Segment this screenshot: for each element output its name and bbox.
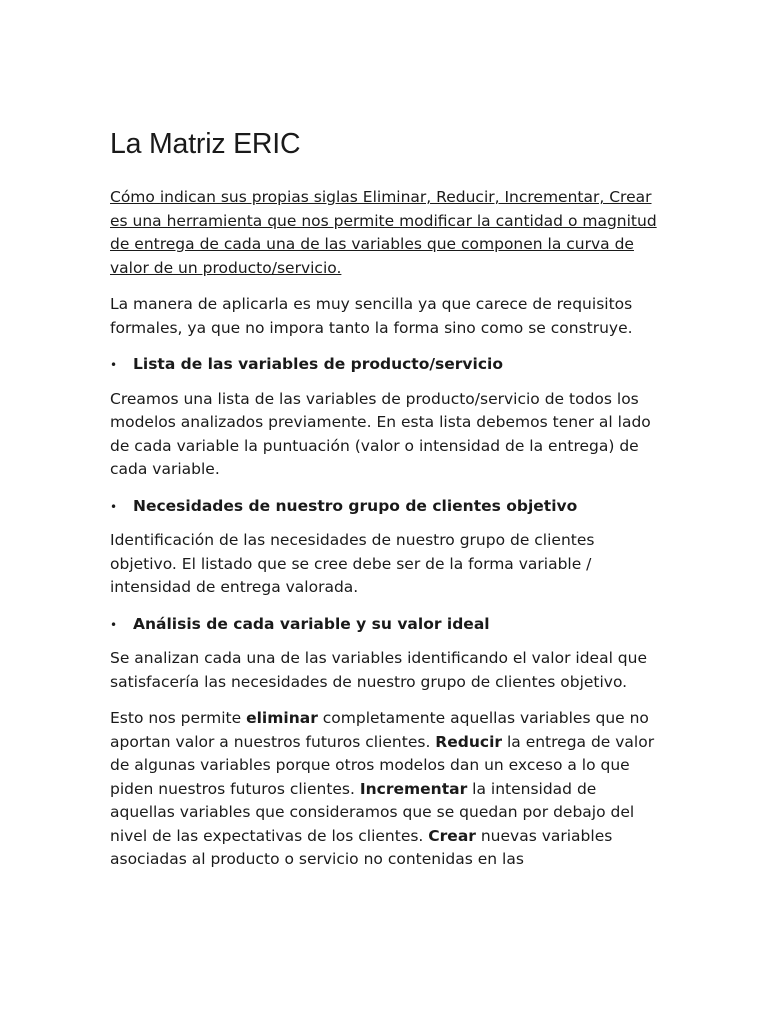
bullet-item-needs [110, 495, 660, 520]
closing-text: completamente aquellas variables que no aportan valor a nuestros futuros clientes. [110, 709, 649, 751]
closing-keyword-incrementar: Incrementar [359, 779, 468, 798]
closing-text: la entrega de valor de algunas variables porque otros modelos dan un exceso a lo que piden nuestros futuros clientes. [110, 732, 655, 798]
closing-keyword-reducir: Reducir [435, 732, 503, 751]
document-page [110, 126, 660, 885]
paragraph-application: La manera de aplicarla es muy sencilla ya que carece de requisitos formales, ya que no impora tanto la forma sino como se construye. [110, 295, 633, 337]
paragraph-needs: Identificación de las necesidades de nuestro grupo de clientes objetivo. El listado que se cree debe ser de la forma variable / intensidad de entrega valorada. [110, 531, 595, 596]
bullet-icon: • [110, 617, 118, 632]
page-title: La Matriz ERIC [110, 128, 301, 160]
bullet-heading: Necesidades de nuestro grupo de clientes objetivo [133, 496, 578, 515]
closing-text: la intensidad de aquellas variables que consideramos que se quedan por debajo del nivel de las expectativas de los clientes. [110, 779, 635, 845]
paragraph-variables: Creamos una lista de las variables de producto/servicio de todos los modelos analizados previamente. En esta lista debemos tener al lado de cada variable la puntuación (valor o intensidad de la entrega) de cada variable. [110, 389, 651, 478]
intro-paragraph: Cómo indican sus propias siglas Eliminar, Reducir, Incrementar, Crear es una herramienta que nos permite modificar la cantidad o magnitud de entrega de cada una de las variables que componen la curva de valor de un producto/servicio. [110, 188, 657, 277]
bullet-icon: • [110, 358, 118, 372]
closing-text: Esto nos permite [110, 709, 247, 727]
closing-keyword-crear: Crear [428, 826, 476, 845]
bullet-heading: Lista de las variables de producto/servicio [133, 355, 503, 373]
paragraph-analysis: Se analizan cada una de las variables identificando el valor ideal que satisfacería las necesidades de nuestro grupo de clientes objetivo. [110, 649, 648, 691]
bullet-icon: • [110, 499, 118, 514]
closing-text: nuevas variables asociadas al producto o servicio no contenidas en las [110, 826, 613, 868]
bullet-item-variables [110, 353, 660, 378]
paragraph-closing [110, 707, 660, 872]
bullet-item-analysis [110, 613, 660, 638]
bullet-heading: Análisis de cada variable y su valor ideal [133, 614, 490, 633]
closing-keyword-eliminar: eliminar [246, 709, 318, 727]
